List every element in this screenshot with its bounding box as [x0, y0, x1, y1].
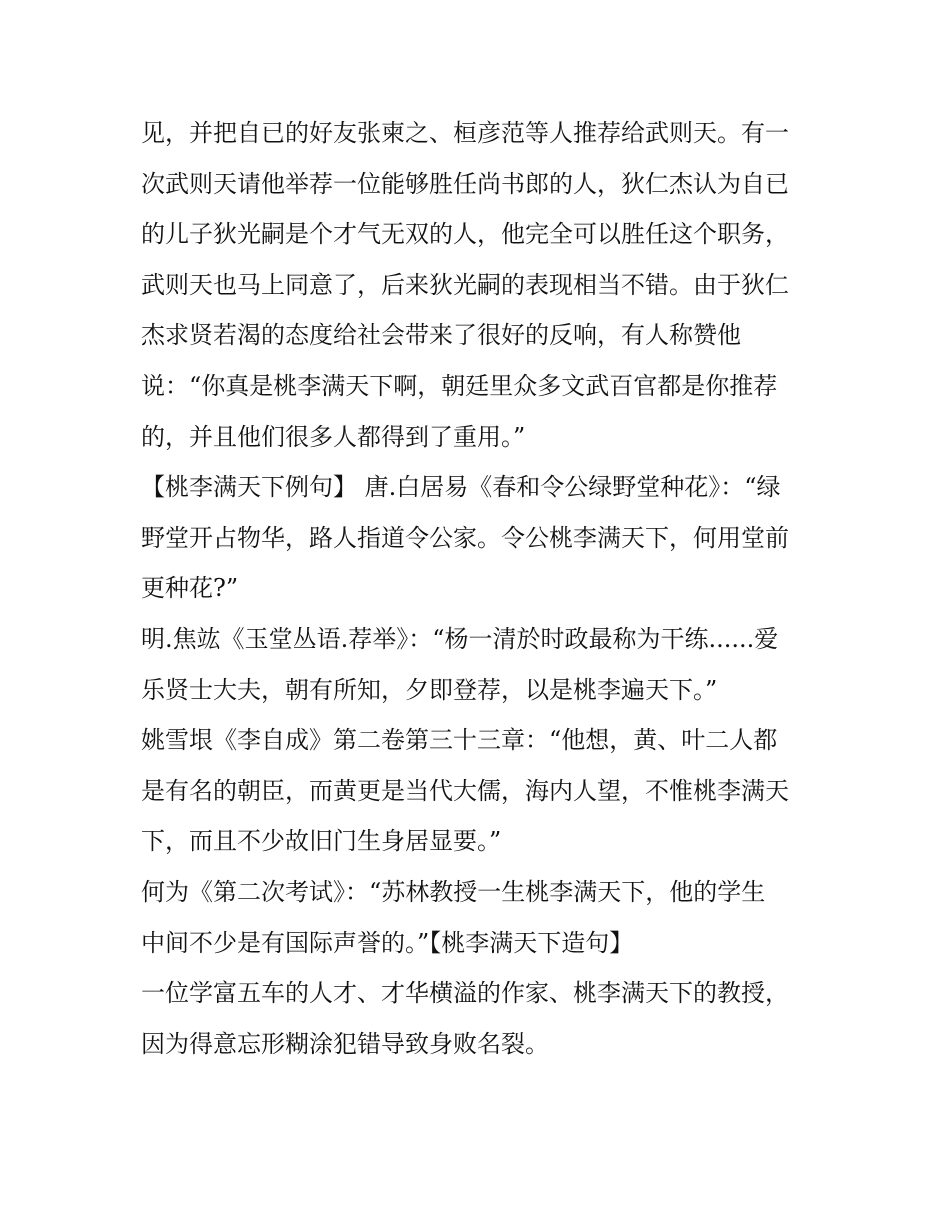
text-line: 因为得意忘形糊涂犯错导致身败名裂。 — [141, 1029, 549, 1058]
text-line: 【桃李满天下例句】 唐.白居易《春和令公绿野堂种花》：“绿 — [141, 473, 781, 502]
text-line: 明.焦竑《玉堂丛语.荐举》：“杨一清於时政最称为干练......爱 — [141, 624, 779, 653]
text-line: 说：“你真是桃李满天下啊，朝廷里众多文武百官都是你推荐 — [141, 371, 778, 400]
text-line: 见，并把自已的好友张柬之、桓彦范等人推荐给武则天。有一 — [141, 119, 789, 147]
text-line: 更种花?” — [141, 574, 239, 603]
text-line: 乐贤士大夫，朝有所知，夕即登荐，以是桃李遍天下。” — [141, 675, 718, 704]
text-line: 的儿子狄光嗣是个才气无双的人，他完全可以胜任这个职务， — [141, 220, 789, 249]
text-line: 一位学富五车的人才、才华横溢的作家、桃李满天下的教授， — [141, 979, 789, 1008]
text-line: 何为《第二次考试》：“苏林教授一生桃李满天下，他的学生 — [141, 877, 766, 906]
document-body — [141, 108, 821, 1069]
text-line: 是有名的朝臣，而黄更是当代大儒，海内人望，不惟桃李满天 — [141, 776, 789, 805]
text-line: 姚雪垠《李自成》第二卷第三十三章：“他想，黄、叶二人都 — [141, 726, 778, 755]
text-line: 中间不少是有国际声誉的。”【桃李满天下造句】 — [141, 928, 634, 957]
text-line: 杰求贤若渴的态度给社会带来了很好的反响，有人称赞他 — [141, 321, 741, 350]
text-line: 次武则天请他举荐一位能够胜任尚书郎的人，狄仁杰认为自已 — [141, 169, 789, 198]
text-line: 下，而且不少故旧门生身居显要。” — [141, 827, 502, 856]
text-line: 野堂开占物华，路人指道令公家。令公桃李满天下，何用堂前 — [141, 523, 789, 552]
text-line: 武则天也马上同意了，后来狄光嗣的表现相当不错。由于狄仁 — [141, 270, 789, 299]
text-line: 的，并且他们很多人都得到了重用。” — [141, 422, 526, 451]
